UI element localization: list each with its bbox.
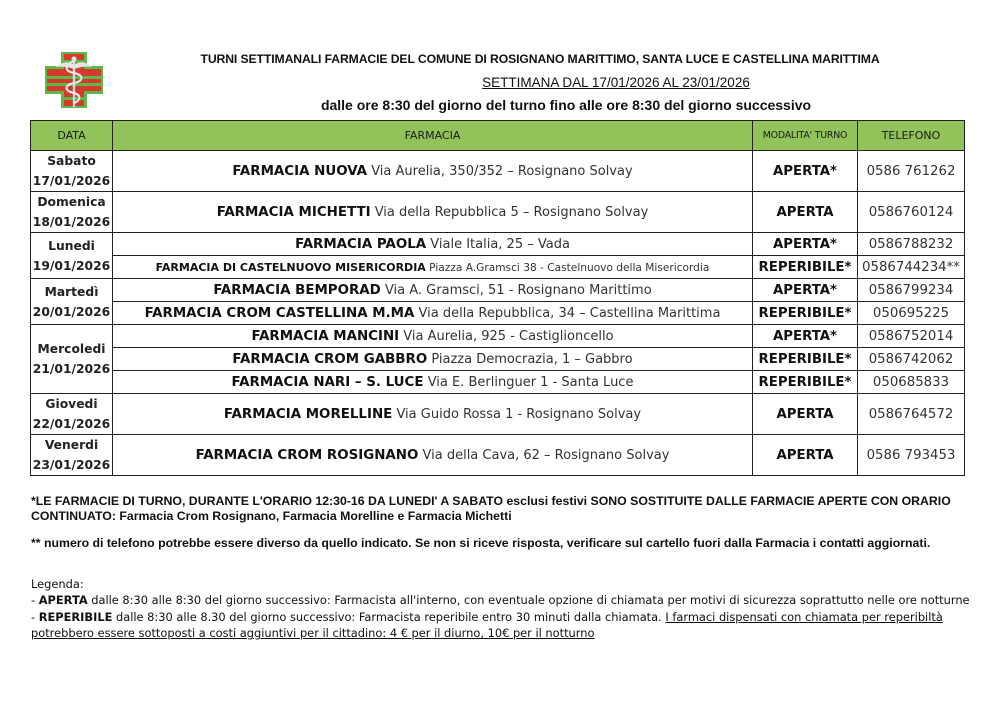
pharmacy-name: FARMACIA MORELLINE	[223, 406, 393, 422]
pharmacy-address: Via della Repubblica 5 – Rosignano Solvay	[374, 204, 649, 220]
pharmacy-name: FARMACIA NUOVA	[232, 163, 368, 179]
table-row	[31, 233, 965, 256]
legend-reperibile-label: REPERIBILE	[38, 609, 113, 624]
phone-number: 0586799234	[858, 279, 965, 302]
day-name: Sabato	[47, 154, 96, 168]
table-row	[31, 435, 965, 476]
pharmacy-cross-logo	[44, 51, 104, 109]
pharmacy-cell	[113, 151, 753, 192]
pharmacy-name: FARMACIA CROM CASTELLINA M.MA	[144, 305, 415, 321]
date-cell	[31, 435, 113, 476]
phone-number: 0586764572	[858, 394, 965, 435]
legend-title: Legenda:	[31, 577, 84, 591]
column-header-farmacia: FARMACIA	[113, 121, 753, 151]
date-cell	[31, 192, 113, 233]
shift-mode: APERTA*	[753, 233, 858, 256]
week-range-text: SETTIMANA DAL 17/01/2026 AL 23/01/2026	[482, 75, 750, 90]
date-cell	[31, 394, 113, 435]
legend-reperibile	[31, 609, 971, 642]
shift-mode: APERTA	[753, 435, 858, 476]
date-cell	[31, 233, 113, 279]
shift-mode: REPERIBILE*	[753, 371, 858, 394]
note-phone-disclaimer: ** numero di telefono potrebbe essere diverso da quello indicato. Se non si riceve risposta, verificare sul cartello fuori dalla Farmacia i contatti aggiornati.	[31, 536, 931, 550]
day-name: Venerdi	[44, 438, 99, 452]
table-row	[31, 151, 965, 192]
pharmacy-name: FARMACIA DI CASTELNUOVO MISERICORDIA	[155, 260, 426, 274]
phone-number: 0586760124	[858, 192, 965, 233]
week-range	[120, 75, 960, 90]
pharmacy-address: Via E. Berlinguer 1 - Santa Luce	[427, 374, 634, 390]
date-cell	[31, 325, 113, 394]
pharmacy-address: Piazza A.Gramsci 38 - Castelnuovo della Misericordia	[429, 261, 710, 274]
legend-aperta-label: APERTA	[38, 593, 88, 608]
day-name: Lunedi	[48, 238, 95, 253]
shift-mode: APERTA*	[753, 151, 858, 192]
day-name: Mercoledi	[37, 342, 106, 356]
day-date: 19/01/2026	[32, 258, 111, 273]
table-row	[31, 192, 965, 233]
day-name: Domenica	[37, 195, 106, 209]
page-title: TURNI SETTIMANALI FARMACIE DEL COMUNE DI ROSIGNANO MARITTIMO, SANTA LUCE E CASTELLINA MARITTIMA	[200, 52, 880, 66]
phone-number: 0586744234**	[858, 256, 965, 279]
legend-reperibile-costs: I farmaci dispensati con chiamata per reperibiltà potrebbero essere sottoposti a costi aggiuntivi per il cittadino: 4 € per il diurno, 10€ per il notturno	[31, 609, 943, 641]
hours-text: dalle ore 8:30 del giorno del turno fino alle ore 8:30 del giorno successivo	[320, 97, 812, 113]
table-row	[31, 302, 965, 325]
legend-reperibile-text: dalle 8:30 alle 8.30 del giorno successivo: Farmacista reperibile entro 30 minuti dalla chiamata.	[112, 609, 666, 624]
phone-number: 0586 793453	[858, 435, 965, 476]
pharmacy-name: FARMACIA MICHETTI	[216, 204, 371, 220]
shift-mode: APERTA*	[753, 325, 858, 348]
pharmacy-cell	[113, 371, 753, 394]
legend-dash: -	[31, 609, 39, 624]
phone-number: 0586752014	[858, 325, 965, 348]
pharmacy-name: FARMACIA CROM GABBRO	[232, 351, 428, 367]
legend-dash: -	[31, 593, 39, 608]
day-name: Martedì	[44, 284, 99, 299]
pharmacy-name: FARMACIA MANCINI	[251, 328, 400, 344]
phone-number: 0586788232	[858, 233, 965, 256]
table-row	[31, 371, 965, 394]
shift-mode: REPERIBILE*	[753, 302, 858, 325]
date-cell	[31, 279, 113, 325]
table-row	[31, 325, 965, 348]
legend-aperta	[31, 592, 971, 608]
shift-mode: REPERIBILE*	[753, 348, 858, 371]
legend-aperta-text: dalle 8:30 alle 8:30 del giorno successivo: Farmacista all'interno, con eventuale opzione di chiamata per motivi di sicurezza soprattutto nelle ore notturne	[87, 593, 970, 608]
pharmacy-address: Via A. Gramsci, 51 - Rosignano Marittimo	[384, 282, 652, 298]
pharmacy-address: Via della Cava, 62 – Rosignano Solvay	[422, 447, 670, 463]
date-cell	[31, 151, 113, 192]
pharmacy-name: FARMACIA BEMPORAD	[213, 282, 381, 298]
table-row	[31, 348, 965, 371]
phone-number: 050695225	[858, 302, 965, 325]
shift-mode: APERTA*	[753, 279, 858, 302]
day-date: 21/01/2026	[32, 362, 111, 376]
pharmacy-address: Viale Italia, 25 – Vada	[430, 236, 570, 252]
pharmacy-cell	[113, 192, 753, 233]
pharmacy-cell	[113, 348, 753, 371]
note-lunch-substitution: *LE FARMACIE DI TURNO, DURANTE L'ORARIO 12:30-16 DA LUNEDI' A SABATO esclusi festivi SONO SOSTITUITE DALLE FARMACIE APERTE CON ORARIO CONTINUATO: Farmacia Crom Rosignano, Farmacia Morelline e Farmacia Michetti	[31, 494, 951, 523]
column-header-data: DATA	[31, 121, 113, 151]
day-date: 22/01/2026	[32, 417, 111, 431]
pharmacy-cell	[113, 302, 753, 325]
pharmacy-cell	[113, 394, 753, 435]
pharmacy-address: Via della Repubblica, 34 – Castellina Marittima	[418, 305, 721, 321]
pharmacy-cell	[113, 233, 753, 256]
pharmacy-name: FARMACIA CROM ROSIGNANO	[195, 447, 419, 463]
hours-subtitle	[120, 97, 960, 113]
pharmacy-address: Via Aurelia, 350/352 – Rosignano Solvay	[371, 163, 633, 179]
pharmacy-cell	[113, 435, 753, 476]
table-header-row	[31, 121, 965, 151]
day-date: 18/01/2026	[32, 215, 111, 229]
shift-mode: APERTA	[753, 394, 858, 435]
table-row	[31, 256, 965, 279]
pharmacy-schedule-table	[30, 120, 965, 476]
day-name: Giovedi	[45, 397, 98, 411]
day-date: 23/01/2026	[32, 458, 111, 472]
day-date: 17/01/2026	[32, 174, 111, 188]
table-row	[31, 394, 965, 435]
pharmacy-address: Piazza Democrazia, 1 – Gabbro	[431, 351, 633, 367]
day-date: 20/01/2026	[32, 304, 111, 319]
phone-number: 0586 761262	[858, 151, 965, 192]
pharmacy-address: Via Aurelia, 925 - Castiglioncello	[403, 328, 614, 344]
table-row	[31, 279, 965, 302]
column-header-telefono: TELEFONO	[858, 121, 965, 151]
pharmacy-cell	[113, 279, 753, 302]
pharmacy-cell	[113, 256, 753, 279]
phone-number: 050685833	[858, 371, 965, 394]
pharmacy-name: FARMACIA NARI – S. LUCE	[231, 374, 424, 390]
pharmacy-cell	[113, 325, 753, 348]
shift-mode: REPERIBILE*	[753, 256, 858, 279]
column-header-modalita: MODALITA' TURNO	[753, 121, 858, 151]
pharmacy-address: Via Guido Rossa 1 - Rosignano Solvay	[396, 406, 642, 422]
pharmacy-name: FARMACIA PAOLA	[295, 236, 427, 252]
phone-number: 0586742062	[858, 348, 965, 371]
shift-mode: APERTA	[753, 192, 858, 233]
legend	[31, 576, 971, 642]
